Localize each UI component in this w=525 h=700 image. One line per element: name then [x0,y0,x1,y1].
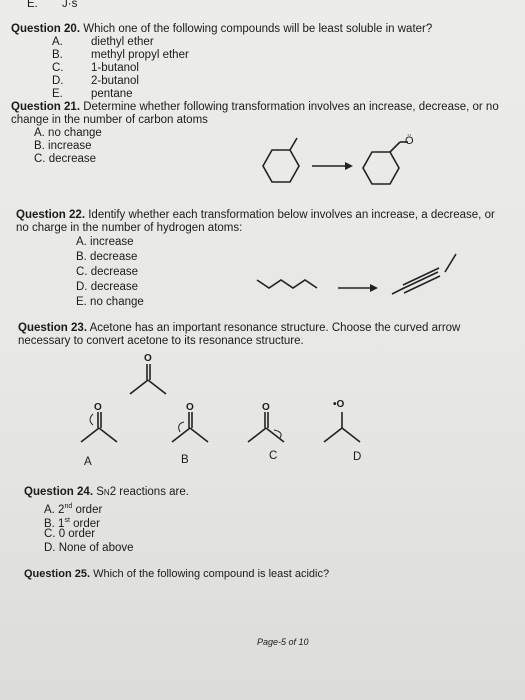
q23-prompt: Question 23. Acetone has an important resonance structure. Choose the curved arrow [18,322,461,334]
option-a-structure [75,408,125,448]
acetone-structure [120,360,170,400]
q21-prompt: Question 21. Determine whether following transformation involves an increase, decrease, or no [11,101,499,113]
q22-option: A. increase [76,236,134,248]
q22-prompt: Question 22. Identify whether each transformation below involves an increase, a decrease, or [16,209,495,221]
option-d-structure [318,408,368,448]
q20-prompt: Question 20. Which one of the following compounds will be least soluble in water? [11,23,433,35]
q24-option: A. 2nd order [44,503,103,516]
option-b-oxygen-label: O [186,402,194,413]
q24-prompt: Question 24. SN2 reactions are. [24,486,189,498]
q20-option-letter: D. [52,75,64,87]
q23-option-label-d: D [353,451,362,463]
prev-option-e: E. [27,0,38,10]
q21-prompt-line2: change in the number of carbon atoms [11,114,208,126]
acetone-oxygen-label: O [144,353,152,364]
q23-option-label-b: B [181,454,189,466]
q23-option-label-a: A [84,456,92,468]
option-c-structure [244,408,294,448]
prev-option-e-text: J·s [62,0,78,10]
q23-option-label-c: C [269,450,278,462]
q21-option: A. no change [34,127,102,139]
q22-option: D. decrease [76,281,139,293]
q20-option-letter: A. [52,36,63,48]
option-b-structure [166,408,216,448]
q22-prompt-line2: no charge in the number of hydrogen atoms: [16,222,243,234]
q24-option: B. 1st order [44,517,100,530]
q20-option-letter: E. [52,88,63,100]
q20-option-text: methyl propyl ether [91,49,189,61]
q22-option: C. decrease [76,266,139,278]
page-number: Page-5 of 10 [257,637,309,647]
oxygen-atom-label: Ö [405,135,414,147]
q24-option: D. None of above [44,542,134,554]
q24-option: C. 0 order [44,528,96,540]
q25-prompt: Question 25. Which of the following compound is least acidic? [24,568,330,580]
q22-option: E. no change [76,296,144,308]
q20-option-letter: C. [52,62,64,74]
q23-prompt-line2: necessary to convert acetone to its resonance structure. [18,335,304,347]
q22-reaction-diagram [255,250,470,300]
q21-option: B. increase [34,140,92,152]
q20-option-text: 2-butanol [91,75,139,87]
q20-option-text: 1-butanol [91,62,139,74]
q20-option-letter: B. [52,49,63,61]
option-d-oxygen-label: •O [333,399,345,410]
option-c-oxygen-label: O [262,402,270,413]
q21-reaction-diagram [250,130,420,200]
q20-option-text: diethyl ether [91,36,154,48]
q21-option: C. decrease [34,153,97,165]
option-a-oxygen-label: O [94,402,102,413]
q20-option-text: pentane [91,88,133,100]
q22-option: B. decrease [76,251,138,263]
